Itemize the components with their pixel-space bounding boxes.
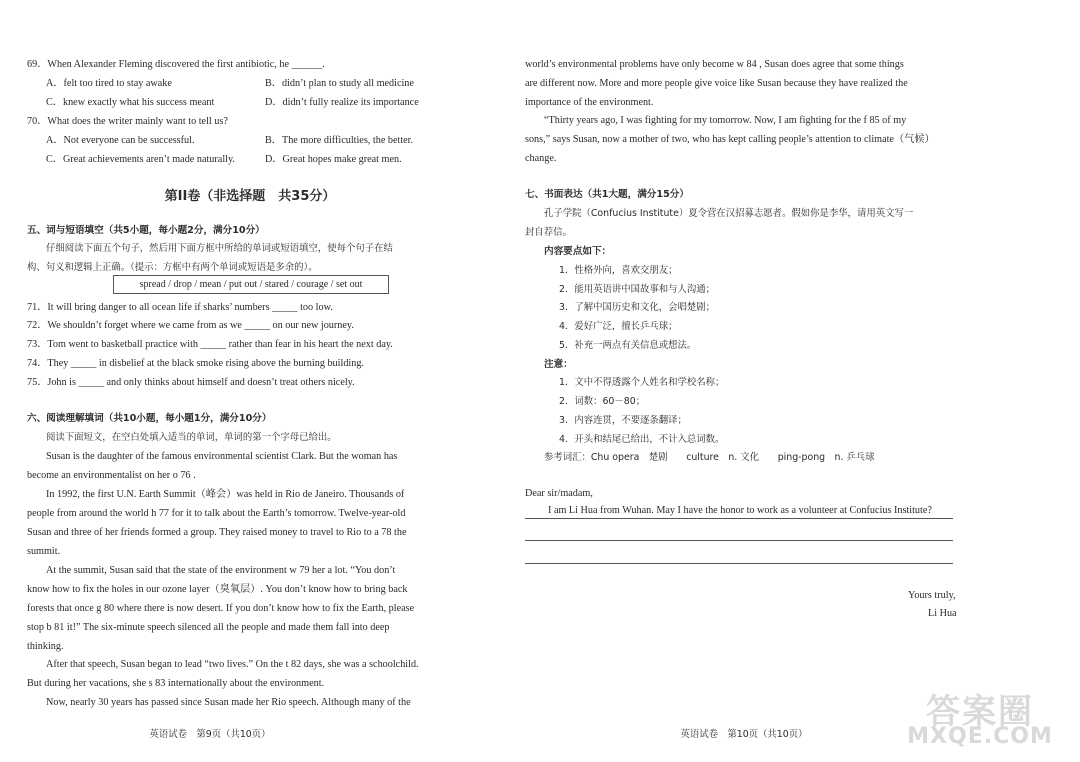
writing-line-3: [525, 563, 953, 564]
section7-intro-1: 孔子学院（Confucius Institute）夏令营在汉招募志愿者。假如你是李华，请用英文写一: [544, 208, 914, 219]
q69-option-b: B．didn’t plan to study all medicine: [265, 78, 414, 89]
part2-title: 第II卷（非选择题 共35分）: [164, 189, 336, 204]
q71: 71．It will bring danger to all ocean life if sharks’ numbers _____ too low.: [27, 302, 333, 313]
passage-line-6: summit.: [27, 546, 61, 557]
notes-title: 注意：: [544, 359, 573, 370]
section5-title: 五、词与短语填空（共5小题，每小题2分，满分10分）: [27, 225, 265, 236]
passage-line-3: In 1992, the first U.N. Earth Summit（峰会）was held in Rio de Janeiro. Thousands of: [46, 489, 405, 500]
section5-instruction-1: 仔细阅读下面五个句子，然后用下面方框中所给的单词或短语填空，使每个句子在结: [46, 243, 393, 254]
letter-opening: I am Li Hua from Wuhan. May I have the honor to work as a volunteer at Confucius Institute?: [548, 505, 932, 516]
q70-option-c: C．Great achievements aren’t made naturally.: [46, 154, 235, 165]
passage-cont-line-2: are different now. More and more people give voice like Susan because they have realized the: [525, 78, 908, 89]
passage-line-5: Susan and three of her friends formed a group. They raised money to travel to Rio to a 78 the: [27, 527, 407, 538]
content-point-2: 2．能用英语讲中国故事和与人沟通；: [559, 284, 715, 295]
page-footer-9: 英语试卷 第9页（共10页）: [149, 729, 271, 740]
note-1: 1．文中不得透露个人姓名和学校名称；: [559, 377, 725, 388]
watermark-cn: 答案圈: [926, 692, 1034, 732]
passage-line-7: At the summit, Susan said that the state of the environment w 79 her a lot. “You don’t: [46, 565, 396, 576]
section6-title: 六、阅读理解填词（共10小题，每小题1分，满分10分）: [27, 413, 272, 424]
passage-line-2: become an environmentalist on her o 76 .: [27, 470, 196, 481]
reference-vocab: 参考词汇：Chu opera 楚剧 culture n. 文化 ping-pong n. 乒乓球: [544, 452, 875, 463]
passage-cont-line-4: “Thirty years ago, I was fighting for my tomorrow. Now, I am fighting for the f 85 of my: [544, 115, 907, 126]
passage-cont-line-5: sons,” says Susan, now a mother of two, who has kept calling people’s attention to climate（气候）: [525, 134, 935, 145]
q74: 74．They _____ in disbelief at the black smoke rising above the burning building.: [27, 358, 364, 369]
content-point-1: 1．性格外向，喜欢交朋友；: [559, 265, 678, 276]
note-2: 2．词数：60－80；: [559, 396, 646, 407]
note-4: 4．开头和结尾已给出，不计入总词数。: [559, 434, 725, 445]
word-bank-box: spread / drop / mean / put out / stared / courage / set out: [113, 275, 389, 294]
passage-cont-line-3: importance of the environment.: [525, 97, 654, 108]
passage-line-13: But during her vacations, she s 83 internationally about the environment.: [27, 678, 325, 689]
section5-instruction-2: 构、句义和逻辑上正确。（提示：方框中有两个单词或短语是多余的）。: [27, 262, 318, 273]
section6-instruction: 阅读下面短文，在空白处填入适当的单词，单词的第一个字母已给出。: [46, 432, 337, 443]
right-page: [525, 0, 1080, 762]
content-point-5: 5．补充一两点有关信息或想法。: [559, 340, 697, 351]
q70-option-d: D．Great hopes make great men.: [265, 154, 402, 165]
note-3: 3．内容连贯，不要逐条翻译；: [559, 415, 687, 426]
passage-line-11: thinking.: [27, 641, 64, 652]
passage-line-14: Now, nearly 30 years has passed since Susan made her Rio speech. Although many of the: [46, 697, 411, 708]
passage-line-10: stop b 81 it!” The six-minute speech silenced all the people and made them fall into deep: [27, 622, 390, 633]
content-points-title: 内容要点如下：: [544, 246, 612, 257]
page-footer-10: 英语试卷 第10页（共10页）: [680, 729, 808, 740]
q69-option-d: D．didn’t fully realize its importance: [265, 97, 419, 108]
content-point-4: 4．爱好广泛，擅长乒乓球；: [559, 321, 678, 332]
section7-title: 七、书面表达（共1大题，满分15分）: [525, 189, 689, 200]
q69-option-c: C．knew exactly what his success meant: [46, 97, 215, 108]
passage-line-1: Susan is the daughter of the famous environmental scientist Clark. But the woman has: [46, 451, 398, 462]
letter-closing: Yours truly,: [908, 590, 956, 601]
writing-line-1: [525, 518, 953, 519]
watermark: [890, 684, 1070, 754]
q75: 75．John is _____ and only thinks about himself and doesn’t treat others nicely.: [27, 377, 355, 388]
passage-line-8: know how to fix the holes in our ozone layer（臭氧层）. You don’t know how to bring back: [27, 584, 408, 595]
passage-cont-line-6: change.: [525, 153, 557, 164]
q70-option-a: A．Not everyone can be successful.: [46, 135, 195, 146]
writing-line-2: [525, 540, 953, 541]
q69-stem: 69．When Alexander Fleming discovered the first antibiotic, he ______.: [27, 59, 325, 70]
passage-line-12: After that speech, Susan began to lead “two lives.” On the t 82 days, she was a schoolchild.: [46, 659, 419, 670]
content-point-3: 3．了解中国历史和文化，会唱楚剧；: [559, 302, 715, 313]
passage-line-4: people from around the world h 77 for it to talk about the Earth’s tomorrow. Twelve-year-old: [27, 508, 406, 519]
q70-option-b: B．The more difficulties, the better.: [265, 135, 414, 146]
q69-option-a: A．felt too tired to stay awake: [46, 78, 172, 89]
letter-signature: Li Hua: [928, 608, 957, 619]
letter-greeting: Dear sir/madam,: [525, 488, 593, 499]
q70-stem: 70．What does the writer mainly want to tell us?: [27, 116, 228, 127]
q72: 72．We shouldn’t forget where we came from as we _____ on our new journey.: [27, 320, 354, 331]
passage-line-9: forests that once g 80 where there is now desert. If you don’t know how to fix the Earth, please: [27, 603, 415, 614]
q73: 73．Tom went to basketball practice with _____ rather than fear in his heart the next day.: [27, 339, 393, 350]
passage-cont-line-1: world’s environmental problems have only become w 84 , Susan does agree that some things: [525, 59, 904, 70]
section7-intro-2: 封自荐信。: [525, 227, 572, 238]
watermark-en: MXQE.COM: [907, 724, 1053, 749]
